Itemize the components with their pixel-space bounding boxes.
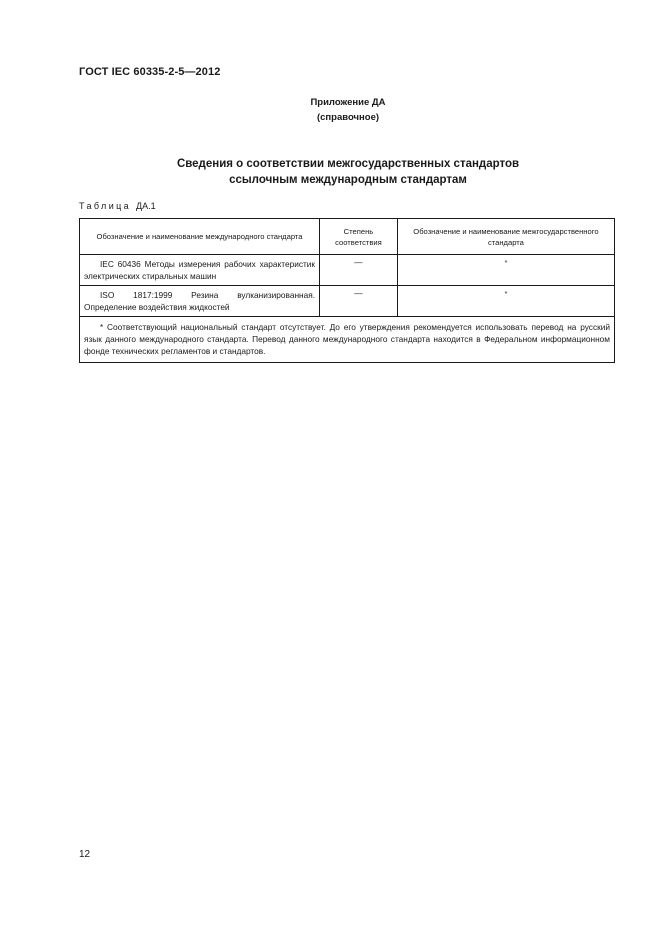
- cell-interstate-standard: *: [397, 255, 614, 286]
- appendix-type: (справочное): [316, 112, 380, 123]
- table-row: [80, 255, 615, 286]
- section-title: [0, 156, 661, 188]
- cell-international-text: ISO 1817:1999 Резина вулканизированная. Определение воздействия жидкостей: [84, 290, 316, 312]
- column-header-degree: Степень соответствия: [320, 219, 398, 255]
- table-caption: [79, 201, 156, 211]
- document-code: ГОСТ IEC 60335-2-5—2012: [79, 66, 221, 78]
- cell-interstate-standard: *: [397, 286, 614, 317]
- column-header-interstate: Обозначение и наименование межгосударственного стандарта: [397, 219, 614, 255]
- table-caption-label: Таблица: [79, 201, 132, 211]
- section-title-line-2: ссылочным международным стандартам: [229, 174, 467, 186]
- table-header-row: [80, 219, 615, 255]
- standards-table: [79, 218, 615, 363]
- cell-international-standard: [80, 255, 320, 286]
- page-number: 12: [79, 849, 91, 860]
- cell-degree: —: [320, 286, 398, 317]
- table-row: [80, 286, 615, 317]
- appendix-heading: [0, 95, 661, 125]
- section-title-line-1: Сведения о соответствии межгосударственных стандартов: [176, 158, 520, 170]
- cell-degree: —: [320, 255, 398, 286]
- cell-international-standard: [80, 286, 320, 317]
- table-footnote: [80, 317, 615, 363]
- table-footnote-row: [80, 317, 615, 363]
- column-header-international: Обозначение и наименование международного стандарта: [80, 219, 320, 255]
- table-footnote-text: * Соответствующий национальный стандарт отсутствует. До его утверждения рекомендуется использовать перевод на русский язык данного международного стандарта. Перевод данного международного стандарта находится в Федеральном информационном фонде технических регламентов и стандартов.: [84, 322, 610, 356]
- appendix-title: Приложение ДА: [310, 97, 386, 108]
- table-caption-number: ДА.1: [136, 201, 156, 211]
- cell-international-text: IEC 60436 Методы измерения рабочих характеристик электрических стиральных машин: [84, 259, 316, 281]
